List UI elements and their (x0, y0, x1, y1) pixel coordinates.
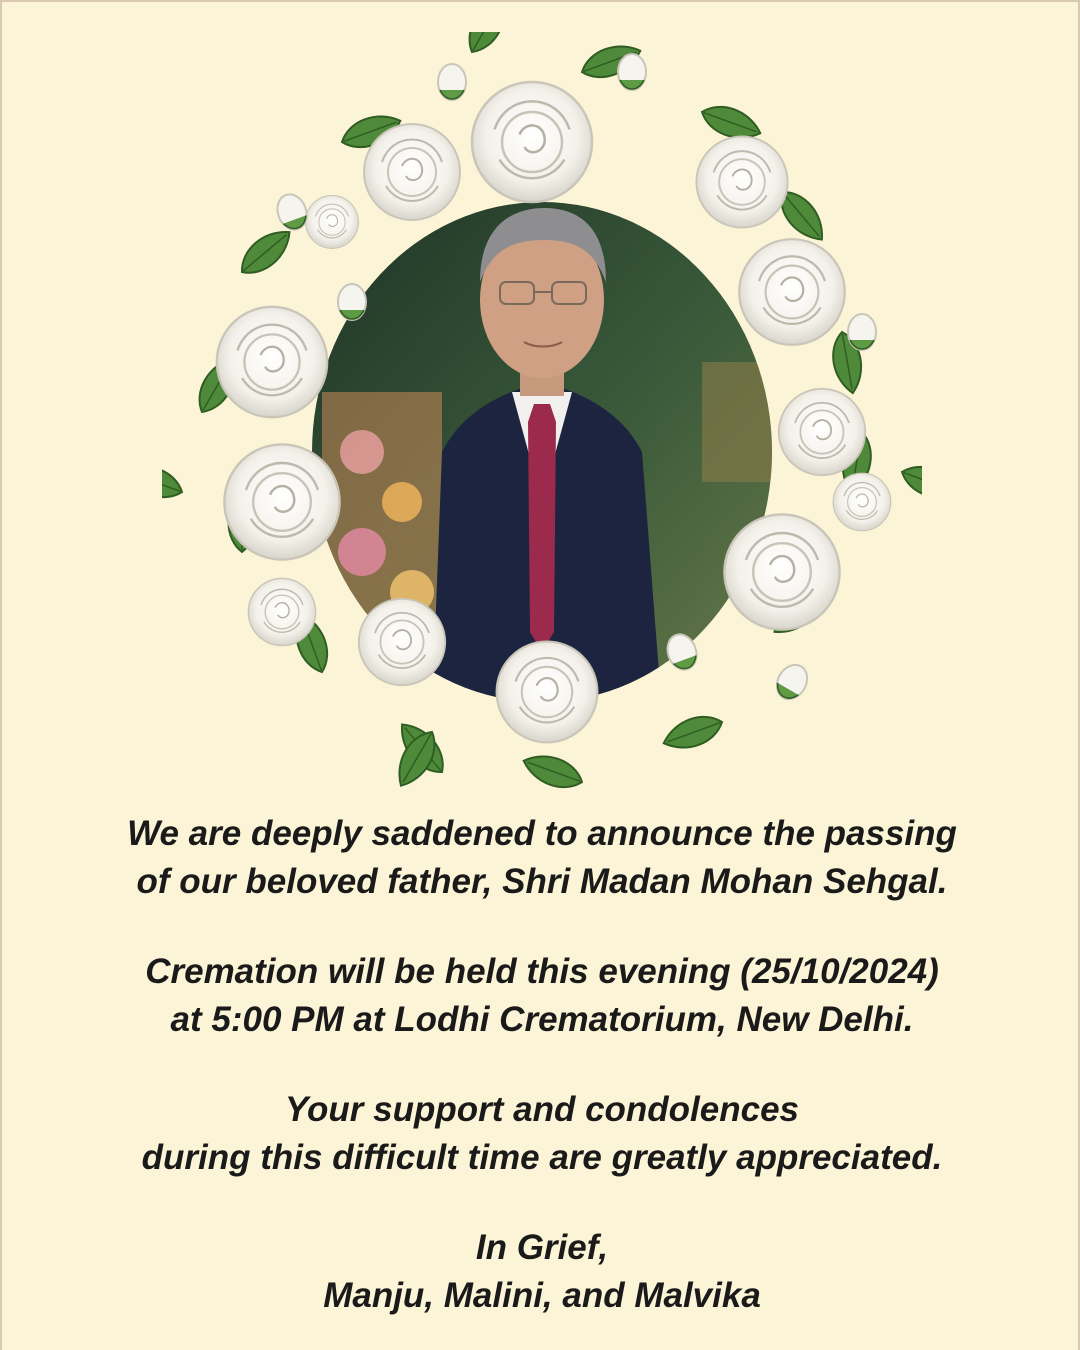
condolences-paragraph (2, 1086, 1080, 1182)
signoff-line-2: Manju, Malini, and Malvika (323, 1276, 761, 1315)
obituary-text (2, 810, 1080, 1320)
condolences-line-2: during this difficult time are greatly appreciated. (141, 1138, 943, 1177)
announcement-line-1: We are deeply saddened to announce the passing (127, 814, 957, 853)
cremation-line-1: Cremation will be held this evening (25/10/2024) (145, 952, 939, 991)
cremation-paragraph (2, 948, 1080, 1044)
condolences-line-1: Your support and condolences (284, 1090, 800, 1129)
signoff-line-1: In Grief, (475, 1228, 609, 1267)
cremation-line-2: at 5:00 PM at Lodhi Crematorium, New Delhi. (170, 1000, 914, 1039)
announcement-paragraph (2, 810, 1080, 906)
memorial-wreath-photo (162, 32, 922, 812)
signoff-paragraph (2, 1224, 1080, 1320)
announcement-line-2: of our beloved father, Shri Madan Mohan Sehgal. (136, 862, 948, 901)
